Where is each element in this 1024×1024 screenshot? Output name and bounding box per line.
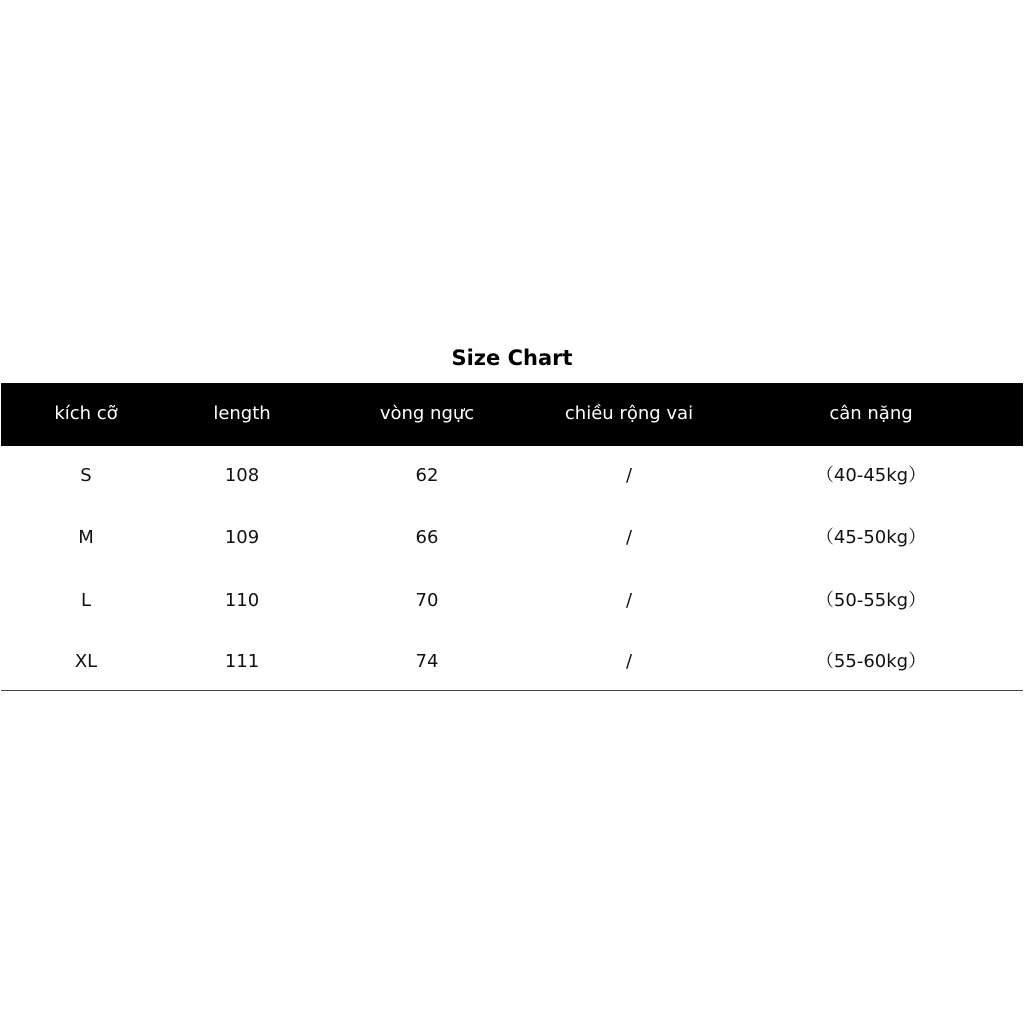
cell-length: 109 <box>224 527 260 548</box>
table-body <box>1 446 1023 691</box>
cell-size: L <box>80 590 92 611</box>
cell-size: M <box>78 527 94 548</box>
table-header <box>1 383 1023 446</box>
table-row <box>1 650 1023 674</box>
size-chart-table <box>1 383 1023 691</box>
cell-shoulder-width: / <box>625 465 633 486</box>
cell-chest: 74 <box>415 651 439 672</box>
cell-chest: 70 <box>415 590 439 611</box>
cell-length: 111 <box>224 651 260 672</box>
table-row <box>1 589 1023 613</box>
cell-weight: （55-60kg） <box>815 651 927 672</box>
column-header-shoulder-width: chiều rộng vai <box>564 403 694 424</box>
cell-length: 110 <box>224 590 260 611</box>
column-header-length: length <box>213 403 271 424</box>
cell-size: XL <box>74 651 98 672</box>
cell-chest: 62 <box>415 465 439 486</box>
table-row <box>1 526 1023 550</box>
cell-weight: （45-50kg） <box>815 527 927 548</box>
cell-shoulder-width: / <box>625 651 633 672</box>
cell-length: 108 <box>224 465 260 486</box>
table-row <box>1 464 1023 488</box>
cell-shoulder-width: / <box>625 527 633 548</box>
cell-weight: （50-55kg） <box>815 590 927 611</box>
column-header-weight: cân nặng <box>829 403 913 424</box>
page-title: Size Chart <box>451 346 573 370</box>
column-header-chest: vòng ngực <box>379 403 475 424</box>
cell-chest: 66 <box>415 527 439 548</box>
column-header-size: kích cỡ <box>54 403 118 424</box>
cell-weight: （40-45kg） <box>815 465 927 486</box>
cell-size: S <box>80 465 92 486</box>
cell-shoulder-width: / <box>625 590 633 611</box>
